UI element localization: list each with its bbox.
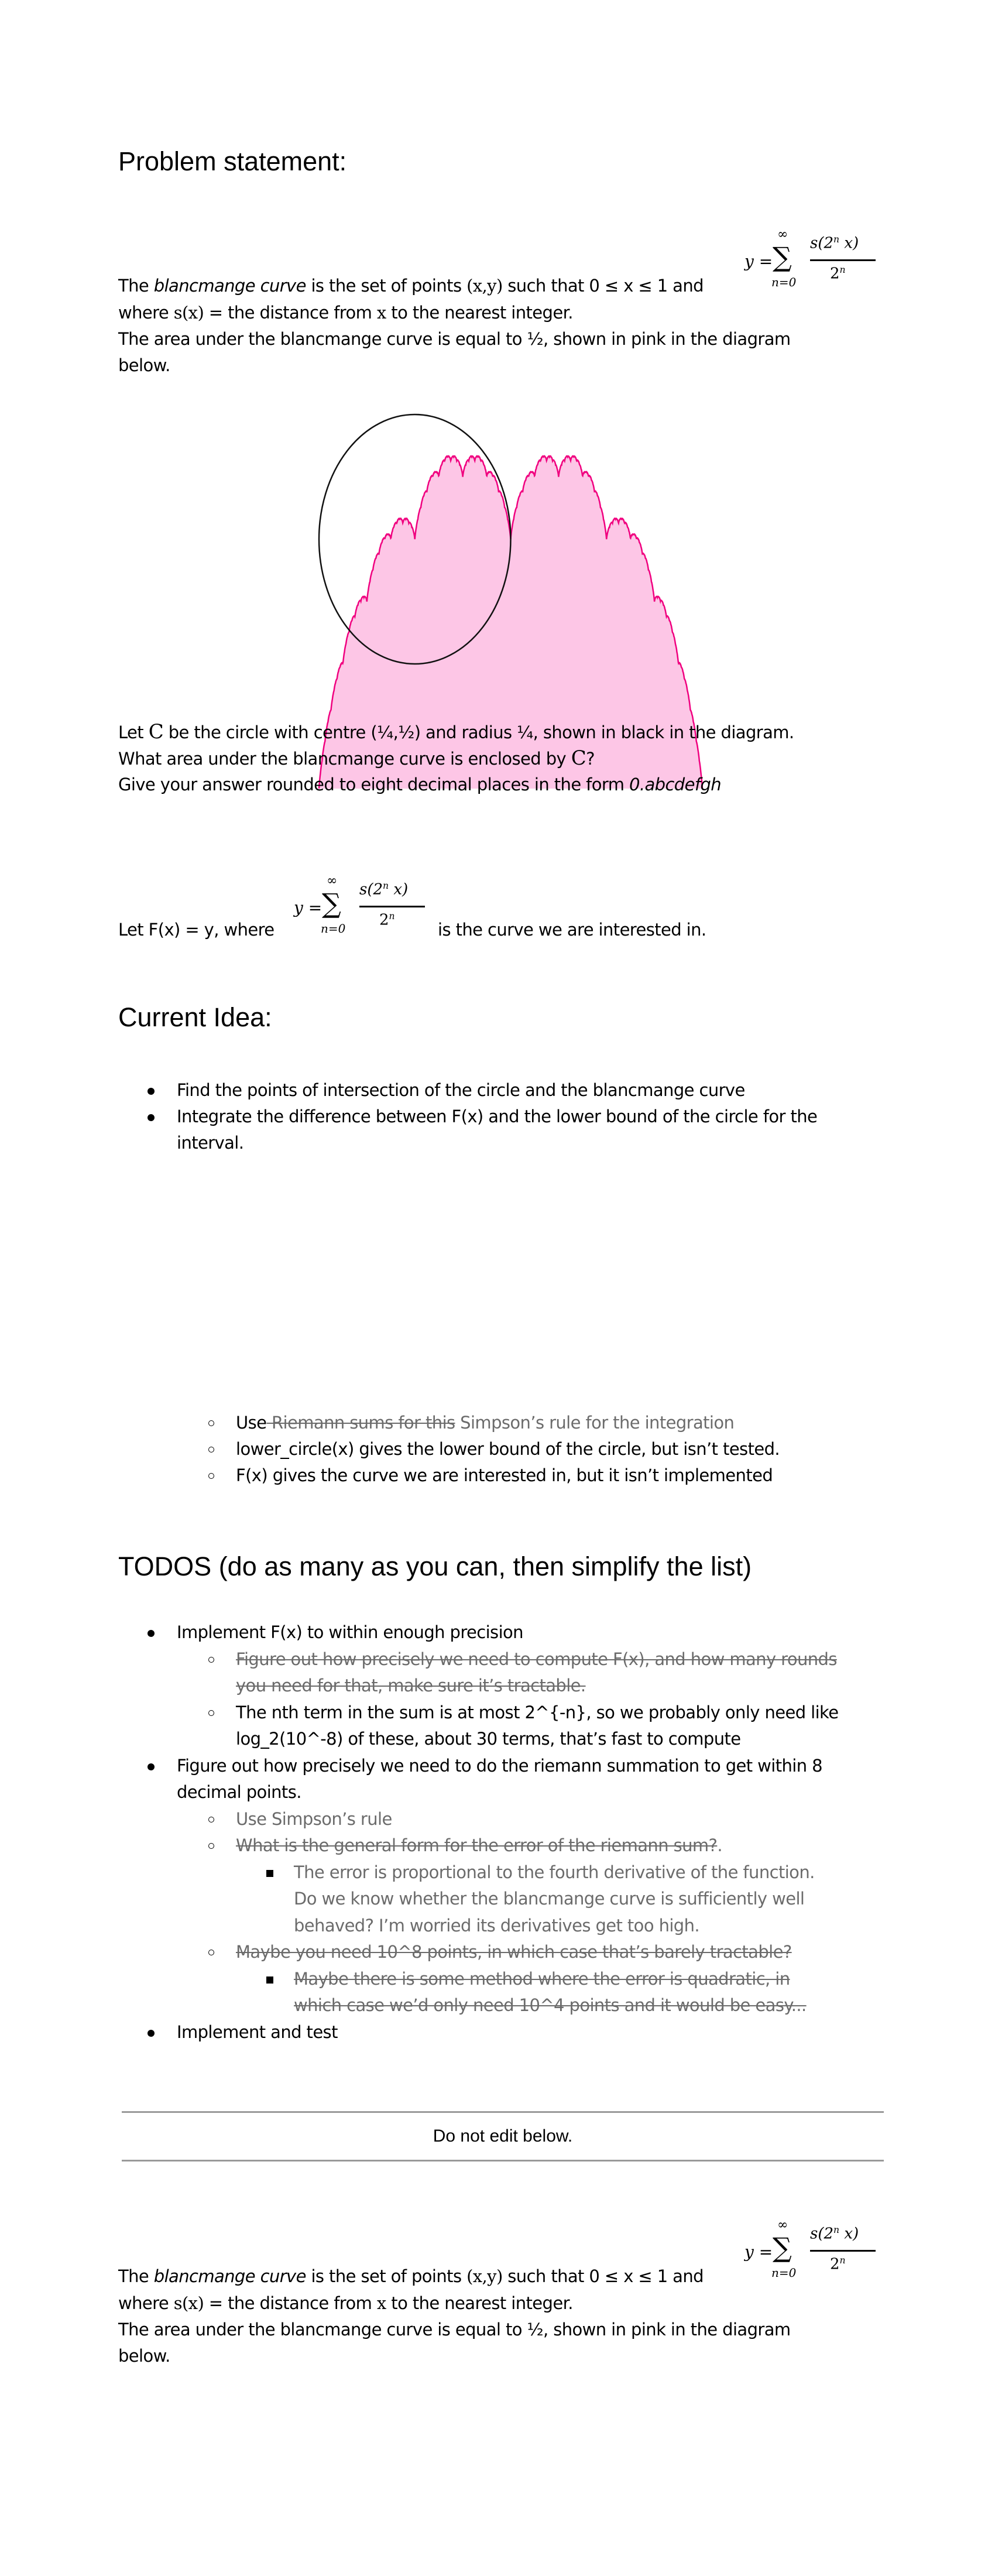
- problem-line-2: where s(x) = the distance from x to the nearest integer.: [118, 303, 573, 323]
- todo-item-continuation: you need for that, make sure it’s tractable.: [236, 1676, 586, 1695]
- todo-item: Maybe you need 10^8 points, in which case that’s barely tractable?: [236, 1942, 792, 1962]
- bullet-square: [266, 1870, 273, 1877]
- bullet-disc: [147, 1114, 155, 1121]
- todo-item: Implement F(x) to within enough precision: [177, 1622, 523, 1642]
- repeat-line-2: where s(x) = the distance from x to the nearest integer.: [118, 2293, 573, 2313]
- idea-sub-lower-circle: lower_circle(x) gives the lower bound of the circle, but isn’t tested.: [236, 1439, 780, 1459]
- todo-item: The nth term in the sum is at most 2^{-n}, so we probably only need like: [236, 1702, 839, 1722]
- divider-top: [122, 2111, 884, 2113]
- question-line-1: Let C be the circle with centre (¼,½) and radius ¼, shown in black in the diagram.: [118, 720, 794, 744]
- bullet-circle: [208, 1447, 214, 1453]
- bullet-disc: [147, 1088, 155, 1095]
- sigma-symbol: ∑: [773, 241, 792, 273]
- bullet-circle: [208, 1710, 214, 1716]
- bullet-circle: [208, 1817, 214, 1823]
- todo-item: What is the general form for the error of the riemann sum?.: [236, 1835, 722, 1855]
- problem-line-3: The area under the blancmange curve is equal to ½, shown in pink in the diagram: [118, 329, 791, 349]
- bullet-disc: [147, 2030, 155, 2037]
- todo-item: Figure out how precisely we need to compute F(x), and how many rounds: [236, 1649, 837, 1669]
- bullet-circle: [208, 1950, 214, 1955]
- bullet-circle: [208, 1657, 214, 1663]
- bullet-circle: [208, 1473, 214, 1479]
- question-line-3: Give your answer rounded to eight decimal places in the form 0.abcdefgh: [118, 775, 722, 794]
- idea-sub-use: Use Riemann sums for this Simpson’s rule for the integration: [236, 1413, 735, 1433]
- todo-item: Figure out how precisely we need to do the riemann summation to get within 8: [177, 1755, 822, 1776]
- idea-item-2: Integrate the difference between F(x) and the lower bound of the circle for the: [177, 1107, 818, 1126]
- formula-numerator: s(2$^n$ x): [810, 234, 859, 252]
- todos-heading: TODOS (do as many as you can, then simplify the list): [118, 1551, 752, 1581]
- bullet-disc: [147, 1630, 155, 1637]
- formula-lower-limit: n=0: [771, 275, 797, 289]
- do-not-edit-label: Do not edit below.: [433, 2126, 573, 2146]
- repeat-line-3: The area under the blancmange curve is equal to ½, shown in pink in the diagram: [118, 2320, 791, 2339]
- problem-line-4: below.: [118, 355, 170, 375]
- todo-item: Maybe there is some method where the error is quadratic, in: [294, 1968, 790, 1989]
- bullet-disc: [147, 1763, 155, 1770]
- todo-item-continuation: Do we know whether the blancmange curve is sufficiently well: [294, 1889, 805, 1909]
- todo-item: The error is proportional to the fourth derivative of the function.: [294, 1862, 815, 1882]
- idea-sub-fx: F(x) gives the curve we are interested in, but it isn’t implemented: [236, 1465, 773, 1485]
- problem-heading: Problem statement:: [118, 146, 347, 176]
- question-line-2: What area under the blancmange curve is enclosed by C?: [118, 746, 595, 770]
- idea-item-2-cont: interval.: [177, 1133, 244, 1153]
- formula-upper-limit: ∞: [777, 227, 788, 242]
- repeat-line-1: The blancmange curve is the set of points (x,y) such that 0 ≤ x ≤ 1 and: [118, 2266, 704, 2286]
- todo-item: Implement and test: [177, 2022, 338, 2042]
- definition-post: is the curve we are interested in.: [438, 920, 706, 940]
- fx-formula: y = ∞ ∑ n=0 s(2$^n$ x) 2$^n$: [294, 873, 434, 938]
- problem-line-1: The blancmange curve is the set of points (x,y) such that 0 ≤ x ≤ 1 and: [118, 276, 704, 296]
- idea-item-1: Find the points of intersection of the circle and the blancmange curve: [177, 1080, 745, 1100]
- bullet-square: [266, 1976, 273, 1984]
- divider-bottom: [122, 2160, 884, 2161]
- sigma-symbol: ∑: [322, 888, 341, 919]
- todo-item-continuation: decimal points.: [177, 1782, 301, 1802]
- bullet-circle: [208, 1843, 214, 1849]
- blancmange-formula-repeat: y = ∞ ∑ n=0 s(2$^n$ x) 2$^n$: [744, 2218, 885, 2282]
- todo-item-continuation: behaved? I’m worried its derivatives get too high.: [294, 1915, 700, 1936]
- formula-denominator: 2$^n$: [830, 265, 846, 283]
- todo-item: Use Simpson’s rule: [236, 1808, 392, 1829]
- fraction-bar: [810, 2250, 876, 2252]
- repeat-line-4: below.: [118, 2346, 170, 2366]
- todo-item-continuation: log_2(10^-8) of these, about 30 terms, that’s fast to compute: [236, 1729, 741, 1749]
- blancmange-formula: [744, 227, 885, 292]
- fraction-bar: [359, 906, 425, 907]
- current-idea-heading: Current Idea:: [118, 1002, 272, 1032]
- sigma-symbol: ∑: [773, 2232, 792, 2263]
- formula-lhs: y =: [744, 252, 773, 271]
- definition-pre: Let F(x) = y, where: [118, 920, 275, 940]
- fraction-bar: [810, 259, 876, 261]
- todo-item-continuation: which case we’d only need 10^4 points and it would be easy...: [294, 1995, 807, 2015]
- bullet-circle: [208, 1420, 214, 1426]
